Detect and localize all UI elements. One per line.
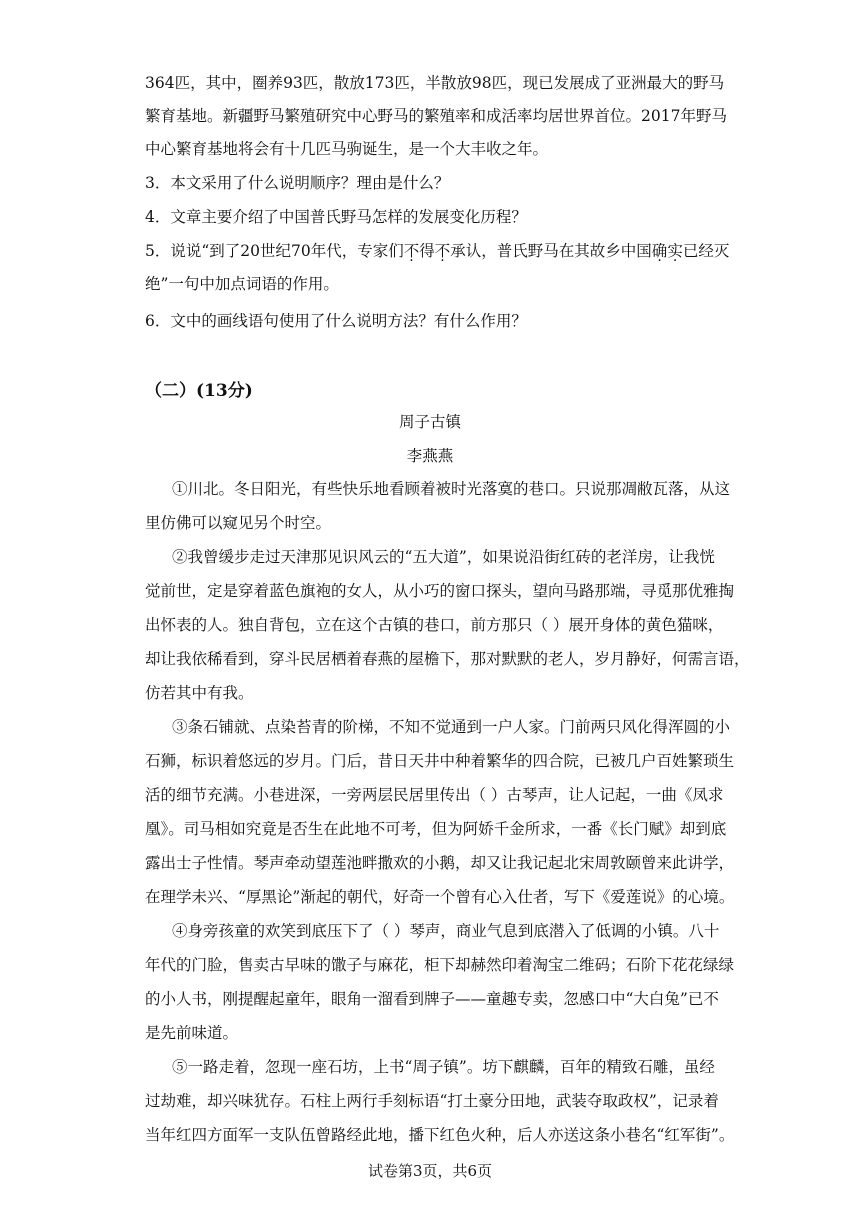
question-5-line-2: 绝”一句中加点词语的作用。 <box>145 275 339 293</box>
paragraph-line: 的小人书，刚提醒起童年，眼角一溜看到牌子——童趣专卖，忽感口中“大白兔”已不 <box>145 990 719 1008</box>
question-3: 3．本文采用了什么说明顺序？理由是什么？ <box>145 174 450 192</box>
intro-line-2: 繁育基地。新疆野马繁殖研究中心野马的繁殖率和成活率均居世界首位。2017年野马 <box>145 107 727 125</box>
paragraph-line: 石狮，标识着悠远的岁月。门后，昔日天井中种着繁华的四合院，已被几户百姓繁琐生 <box>145 752 735 770</box>
paragraph-line: 凰》。司马相如究竟是否生在此地不可考，但为阿娇千金所求，一番《长门赋》却到底 <box>145 820 727 838</box>
paragraph-line: 在理学未兴、“厚黑论”渐起的朝代，好奇一个曾有心入仕者，写下《爱莲说》的心境。 <box>145 888 735 906</box>
article-author: 李燕燕 <box>406 447 454 465</box>
paragraph-line: 仿若其中有我。 <box>145 684 254 702</box>
paragraph-line: 当年红四方面军一支队伍曾路经此地，播下红色火种，后人亦送这条小巷名“红军街”。 <box>145 1126 735 1144</box>
paragraph-line: 活的细节充满。小巷进深，一旁两层民居里传出（ ）古琴声，让人记起，一曲《凤求 <box>145 786 724 804</box>
page-footer: 试卷第3页，共6页 <box>367 1162 493 1180</box>
paragraph-line: 过劫难，却兴味犹存。石柱上两行手刻标语“打土豪分田地，武装夺取政权”，记录着 <box>145 1092 719 1110</box>
q5-text-c: 承认，普氏野马在其故乡中国 <box>450 242 652 260</box>
paragraph-line: 是先前味道。 <box>145 1024 239 1042</box>
q5-text-b: 得 <box>419 242 435 260</box>
emphasis-dot-char: 不 <box>434 242 451 260</box>
q5-text-d: 已经灭 <box>682 242 730 260</box>
question-6: 6．文中的画线语句使用了什么说明方法？有什么作用？ <box>145 312 527 330</box>
emphasis-dot-char: 不 <box>403 242 420 260</box>
emphasis-dot-char: 确 <box>651 242 668 260</box>
article-title: 周子古镇 <box>398 413 461 431</box>
emphasis-dot-char: 实 <box>667 242 683 260</box>
paragraph-line: 出怀表的人。独自背包，立在这个古镇的巷口，前方那只（ ）展开身体的黄色猫咪， <box>145 616 724 634</box>
intro-line-3: 中心繁育基地将会有十几匹马驹诞生，是一个大丰收之年。 <box>145 140 549 158</box>
question-5-line-1 <box>145 240 729 262</box>
paragraph-line: ②我曾缓步走过天津那见识风云的“五大道”，如果说沿街红砖的老洋房，让我恍 <box>172 548 715 566</box>
section-heading: （二）(13分) <box>145 381 253 401</box>
paragraph-line: 却让我依稀看到，穿斗民居栖着春燕的屋檐下，那对默默的老人，岁月静好，何需言语， <box>145 650 750 668</box>
paragraph-line: 年代的门脸，售卖古早味的馓子与麻花，柜下却赫然印着淘宝二维码；石阶下花花绿绿 <box>145 956 735 974</box>
paragraph-line: 露出士子性情。琴声牵动望莲池畔撒欢的小鹅，却又让我记起北宋周敦颐曾来此讲学， <box>145 854 735 872</box>
q5-text-a: 5．说说“到了20世纪70年代，专家们 <box>145 242 404 260</box>
paragraph-line: ④身旁孩童的欢笑到底压下了（ ）琴声，商业气息到底潜入了低调的小镇。八十 <box>172 922 720 940</box>
paragraph-line: 里仿佛可以窥见另个时空。 <box>145 514 332 532</box>
paragraph-line: ⑤一路走着，忽现一座石坊，上书“周子镇”。坊下麒麟，百年的精致石雕，虽经 <box>172 1058 715 1076</box>
paragraph-line: 觉前世，定是穿着蓝色旗袍的女人，从小巧的窗口探头，望向马路那端，寻觅那优雅掏 <box>145 582 735 600</box>
question-4: 4．文章主要介绍了中国普氏野马怎样的发展变化历程？ <box>145 208 527 226</box>
paragraph-line: ①川北。冬日阳光，有些快乐地看顾着被时光落寞的巷口。只说那凋敝瓦落，从这 <box>172 480 731 498</box>
intro-line-1: 364匹，其中，圈养93匹，散放173匹，半散放98匹，现已发展成了亚洲最大的野马 <box>145 74 725 92</box>
paragraph-line: ③条石铺就、点染苔青的阶梯，不知不觉通到一户人家。门前两只风化得浑圆的小 <box>172 718 731 736</box>
